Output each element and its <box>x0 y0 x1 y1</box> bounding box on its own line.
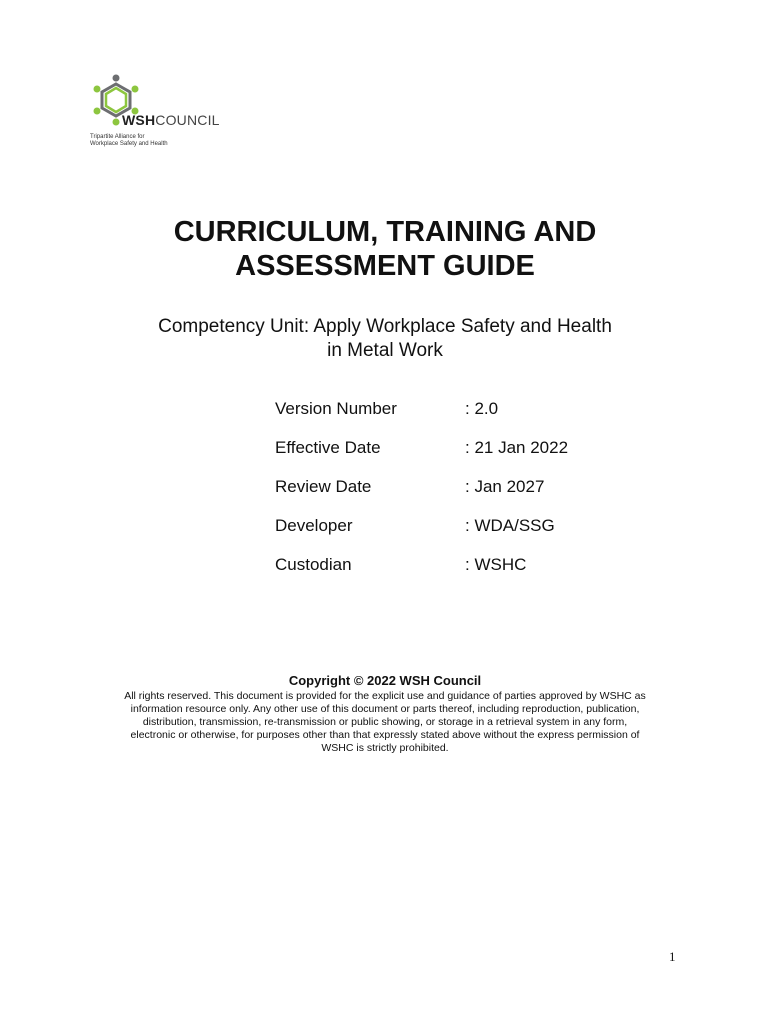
logo-tagline-line2: Workplace Safety and Health <box>90 141 168 147</box>
legal-line: All rights reserved. This document is provided for the explicit use and guidance of parties approved by WSHC as <box>124 690 646 702</box>
title-line2: ASSESSMENT GUIDE <box>235 250 535 282</box>
legal-line: WSHC is strictly prohibited. <box>321 742 449 754</box>
meta-value: : WDA/SSG <box>465 516 555 535</box>
logo-tagline-line1: Tripartite Alliance for <box>90 134 145 140</box>
wsh-council-logo <box>88 74 248 154</box>
subtitle-line2: in Metal Work <box>327 340 443 361</box>
copyright-heading: Copyright © 2022 WSH Council <box>288 673 482 688</box>
meta-label: Version Number <box>275 399 397 418</box>
document-metadata <box>275 397 615 592</box>
logo-wordmark <box>122 112 220 128</box>
meta-value: : Jan 2027 <box>465 477 545 496</box>
meta-value: : WSHC <box>465 555 527 574</box>
legal-line: electronic or otherwise, for purposes other than that expressly stated above without the express permission of <box>130 729 640 741</box>
logo-brand-regular: COUNCIL <box>155 112 220 128</box>
logo-brand-bold: WSH <box>122 112 156 128</box>
meta-label: Custodian <box>275 555 352 574</box>
subtitle-line1: Competency Unit: Apply Workplace Safety and Health <box>158 316 612 337</box>
meta-label: Effective Date <box>275 438 381 457</box>
title-line1: CURRICULUM, TRAINING AND <box>173 216 597 248</box>
meta-label: Review Date <box>275 477 372 496</box>
competency-unit-subtitle <box>0 315 770 363</box>
logo-tagline <box>90 134 168 148</box>
meta-value: : 21 Jan 2022 <box>465 438 569 457</box>
meta-row-effective-date <box>275 436 615 475</box>
legal-notice <box>92 690 678 755</box>
meta-row-version <box>275 397 615 436</box>
page-number: 1 <box>669 949 676 964</box>
legal-line: information resource only. Any other use of this document or parts thereof, including reproduction, publication, <box>130 703 640 715</box>
meta-row-custodian <box>275 553 615 592</box>
meta-label: Developer <box>275 516 353 535</box>
legal-line: distribution, transmission, re-transmission or public showing, or storage in a retrieval system in any form, <box>142 716 628 728</box>
meta-row-developer <box>275 514 615 553</box>
meta-row-review-date <box>275 475 615 514</box>
document-title <box>0 215 770 283</box>
meta-value: : 2.0 <box>465 399 499 418</box>
